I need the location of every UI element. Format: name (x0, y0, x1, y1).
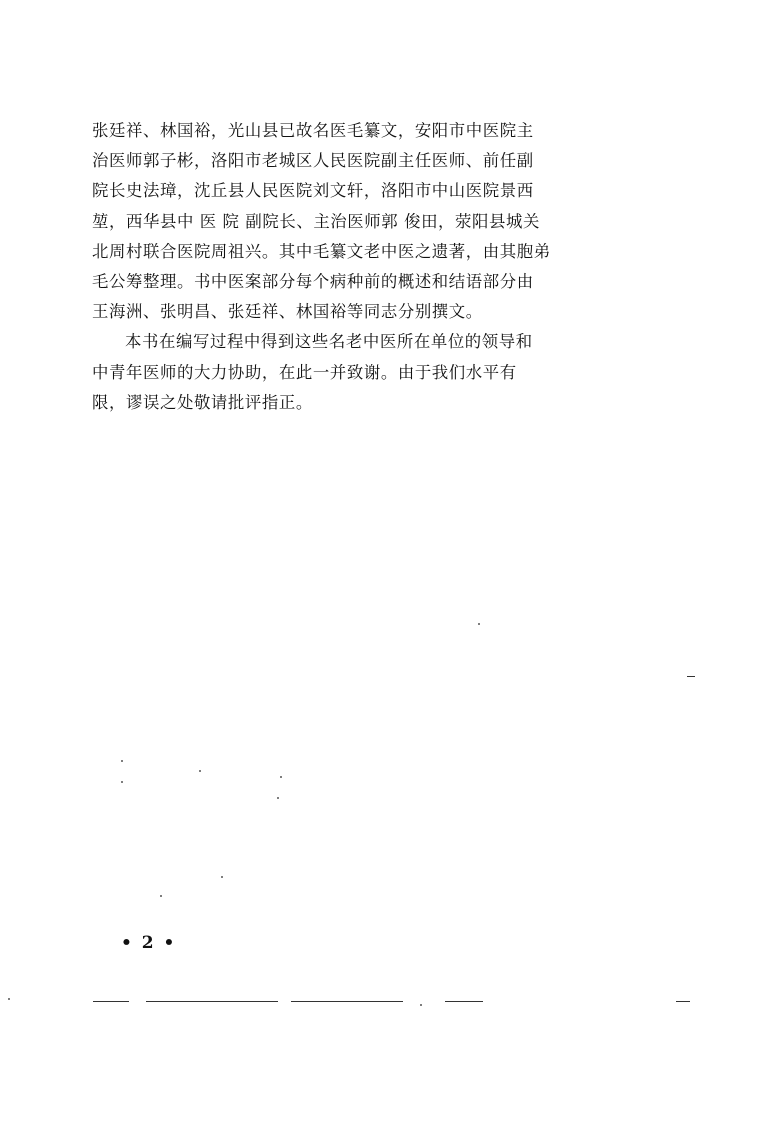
scan-speck (160, 895, 162, 897)
text-line: 治医师郭子彬，洛阳市老城区人民医院副主任医师、前任副 (92, 151, 534, 171)
text-line: 张廷祥、林国裕，光山县已故名医毛纂文，安阳市中医院主 (92, 121, 534, 140)
text-line: 限，谬误之处敬请批评指正。 (92, 392, 313, 412)
text-line: 毛公筹整理。书中医案部分每个病种前的概述和结语部分由 (92, 271, 534, 291)
text-line: 王海洲、张明昌、张廷祥、林国裕等同志分别撰文。 (92, 302, 483, 322)
scan-speck (478, 623, 480, 625)
paragraph-acknowledgement (92, 327, 622, 418)
body-text (92, 116, 622, 418)
scan-speck (121, 760, 123, 762)
text-line: 院长史法璋，沈丘县人民医院刘文轩，洛阳市中山医院景西 (92, 181, 534, 201)
scan-rule (93, 1001, 129, 1002)
text-line: 北周村联合医院周祖兴。其中毛纂文老中医之遗著，由其胞弟 (92, 241, 551, 261)
scan-rule (291, 1001, 403, 1002)
page-number: • 2 • (121, 933, 177, 953)
paragraph-contributors (92, 116, 622, 327)
scan-rule (687, 676, 695, 677)
scan-speck (199, 770, 201, 772)
scan-rule (445, 1001, 483, 1002)
scan-speck (221, 876, 223, 878)
scan-speck (277, 797, 279, 799)
text-line: 本书在编写过程中得到这些名老中医所在单位的领导和 (125, 332, 533, 352)
scan-speck (420, 1004, 422, 1006)
scan-speck (280, 776, 282, 778)
text-line: 中青年医师的大力协助，在此一并致谢。由于我们水平有 (92, 362, 517, 382)
scan-speck (121, 781, 123, 783)
scan-speck (8, 998, 10, 1000)
text-line: 堃，西华县中 医 院 副院长、主治医师郭 俊田，荥阳县城关 (92, 211, 541, 231)
scan-rule (146, 1001, 278, 1002)
scan-rule (676, 1001, 690, 1002)
